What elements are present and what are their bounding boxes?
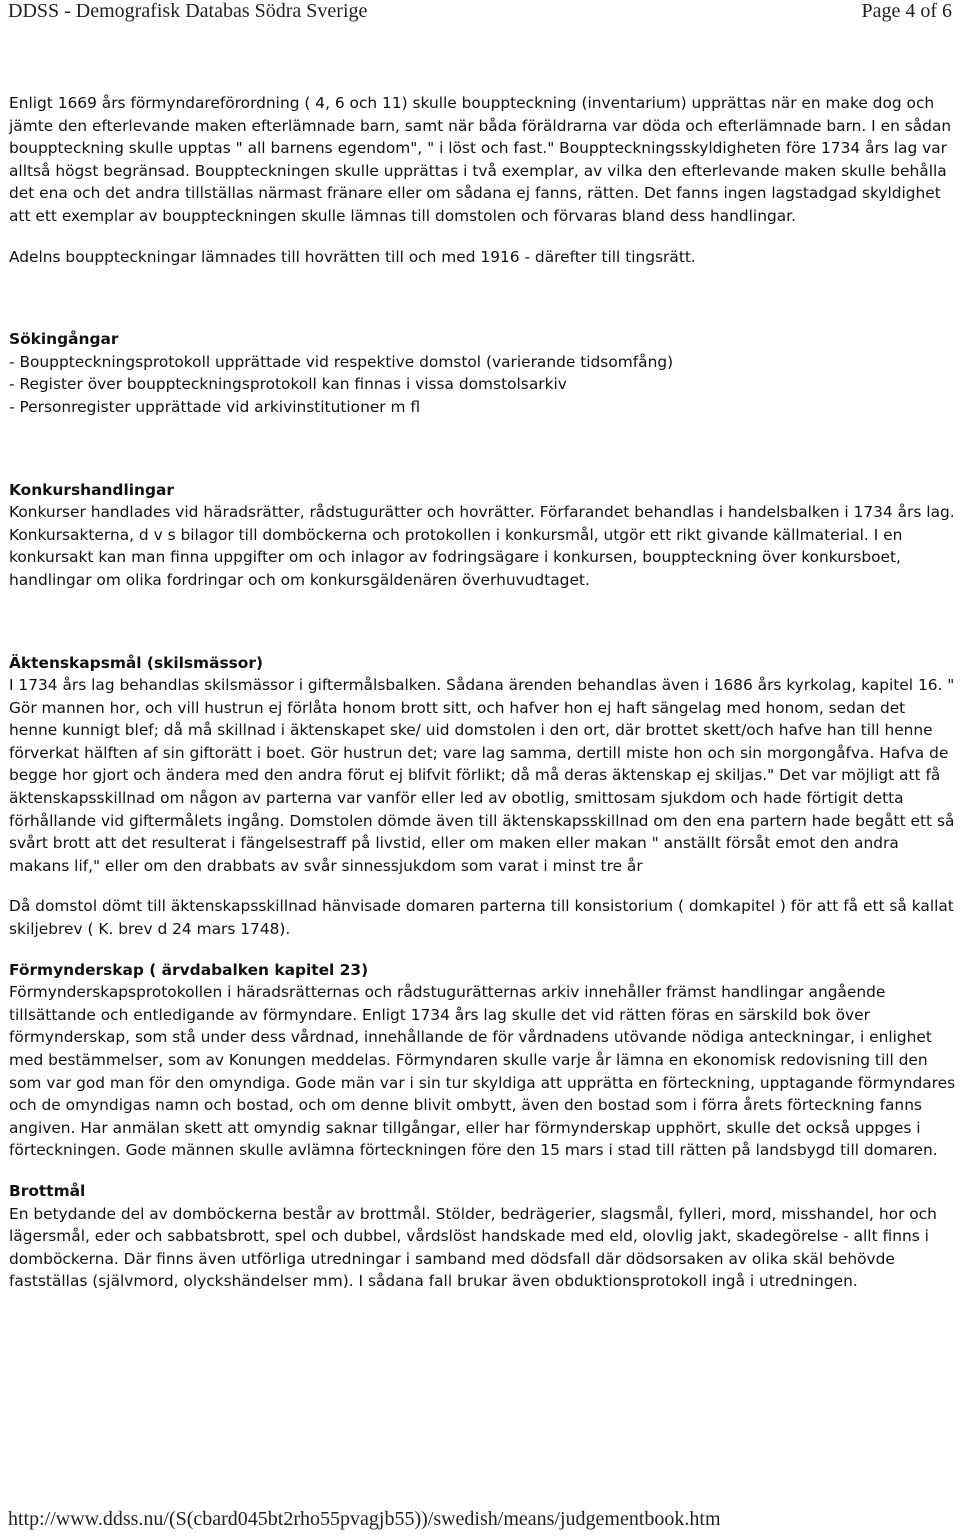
heading-konkurshandlingar: Konkurshandlingar	[9, 480, 174, 499]
list-item: - Personregister upprättade vid arkivinstitutioner m fl	[9, 397, 421, 416]
list-item: - Register över bouppteckningsprotokoll kan finnas i vissa domstolsarkiv	[9, 375, 567, 394]
heading-sokingangar: Sökingångar	[9, 330, 119, 349]
konkurs-paragraph: Konkurser handlades vid häradsrätter, rådstugurätter och hovrätter. Förfarandet behandlas i handelsbalken i 1734 års lag. Konkursakterna, d v s bilagor till domböckerna och protokollen i konkursmål, utgör ett rikt givande källmaterial. I en konkursakt kan man finna uppgifter om och inlagor av fodringsägare i konkursen, bouppteckning över konkursboet, handlingar om olika fordringar och om konkursgäldenären överhuvudtaget.	[9, 503, 955, 589]
intro-paragraph: Enligt 1669 års förmyndareförordning ( 4, 6 och 11) skulle bouppteckning (inventarium) upprättas när en make dog och jämte den efterlevande maken efterlämnade barn, samt när båda föräldrarna var döda och efterlämnade barn. I en sådan bouppteckning skulle upptas " all barnens egendom", " i löst och fast." Bouppteckningsskyldigheten före 1734 års lag var alltså högst begränsad. Bouppteckningen skulle upprättas i två exemplar, av vilka den efterlevande maken skulle behålla det ena och det andra tillställas närmast fränare eller om sådana ej fanns, rätten. Det fanns ingen lagstadgad skyldighet att ett exemplar av bouppteckningen skulle lämnas till domstolen och förvaras bland dess handlingar.	[9, 94, 952, 225]
document-title: DDSS - Demografisk Databas Södra Sverige	[8, 0, 368, 22]
list-item: - Bouppteckningsprotokoll upprättade vid respektive domstol (varierande tidsomfång)	[9, 352, 674, 371]
aktenskap-paragraph: I 1734 års lag behandlas skilsmässor i giftermålsbalken. Sådana ärenden behandlas även i 1686 års kyrkolag, kapitel 16. " Gör mannen hor, och vill hustrun ej förlåta honom brott sitt, och hafver hon ej haft sängelag med honom, sedan det henne kunnigt blef; då må skillnad i äktenskapet ske/ uid domstolen i den ort, där brottet skett/och hafve han till henne förverkat hälften af sin giftorätt i boet. Gör hustrun det; vare lag samma, dertill miste hon och sin morgongåfva. Hafva de begge hor gjort och ändera med den andra förut ej blifvit förlikt; då må deras äktenskap ej skiljas." Det var möjligt att få äktenskapsskillnad om någon av parterna var vanför eller led av obotlig, smittosam sjukdom och hade förtigit detta förhållande vid giftermålets ingång. Domstolen dömde även till äktenskapsskillnad om den ena partern hade begått ett så svårt brott att det resulterat i fängelsestraff på livstid, eller om maken eller makan " anställt försåt emot den andra makans lif," eller om den drabbats av svår sinnessjukdom som varat i minst tre år	[9, 676, 955, 875]
heading-formynderskap: Förmynderskap ( ärvdabalken kapitel 23)	[9, 960, 369, 979]
heading-aktenskapsmal: Äktenskapsmål (skilsmässor)	[9, 653, 263, 672]
brottmal-paragraph: En betydande del av domböckerna består av brottmål. Stölder, bedrägerier, slagsmål, fylleri, mord, misshandel, hor och lägersmål, eder och sabbatsbrott, spel och dubbel, vårdslöst handskade med eld, olovlig jakt, skadegörelse - allt finns i domböckerna. Där finns även utförliga utredningar i samband med dödsfall där dödsorsaken av olika skäl behövde fastställas (självmord, olyckshändelser mm). I sådana fall brukar även obduktionsprotokoll ingå i utredningen.	[9, 1204, 937, 1291]
heading-brottmal: Brottmål	[9, 1181, 86, 1200]
formynderskap-paragraph: Förmynderskapsprotokollen i häradsrätternas och rådstugurätternas arkiv innehåller främst handlingar angående tillsättande och entledigande av förmyndare. Enligt 1734 års lag skulle det vid rätten föras en särskild bok över förmynderskap, som stå under dess vårdnad, innehållande de för vårdnadens utövande nödiga anteckningar, i enlighet med bestämmelser, som av Konungen meddelas. Förmyndaren skulle varje år lämna en ekonomisk redovisning till den som var god man för den omyndiga. Gode män var i sin tur skyldiga att upprätta en förteckning, upptagande förmyndares och de omyndigas namn och bostad, och om denne blivit ombytt, även den bostad som i förra årets förteckning fanns angiven. Har anmälan skett att omyndig saknar tillgångar, eller har förmynderskap upphört, skulle det också uppges i förteckningen. Gode männen skulle avlämna förteckningen före den 15 mars i stad till rätten på landsbygd till domaren.	[9, 983, 956, 1160]
intro-paragraph-adel: Adelns bouppteckningar lämnades till hovrätten till och med 1916 - därefter till tingsrätt.	[9, 247, 696, 266]
page-url: http://www.ddss.nu/(S(cbard045bt2rho55pvagjb55))/swedish/means/judgementbook.htm	[8, 1508, 721, 1530]
document-body	[9, 92, 957, 1293]
print-header	[0, 0, 960, 30]
page-number: Page 4 of 6	[861, 0, 952, 22]
aktenskap-paragraph-2: Då domstol dömt till äktenskapsskillnad hänvisade domaren parterna till konsistorium ( domkapitel ) för att få ett så kallat skiljebrev ( K. brev d 24 mars 1748).	[9, 897, 954, 939]
